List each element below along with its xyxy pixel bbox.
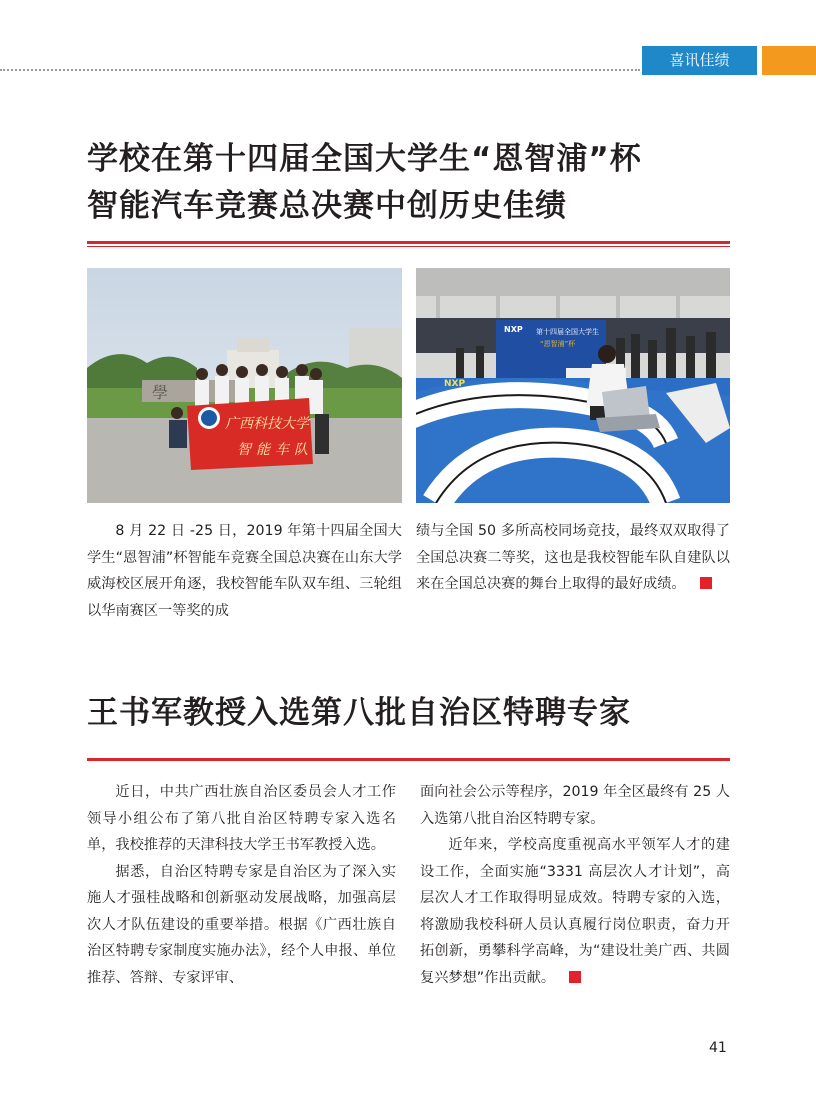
floor-logo-text: NXP [444,379,466,389]
article1-title-line1: 学校在第十四届全国大学生“恩智浦”杯 [87,141,642,177]
article1-column-left [87,518,402,624]
section-tag: 喜讯佳绩 [642,46,757,75]
article1-col2-text: 绩与全国 50 多所高校同场竞技，最终双双取得了全国总决赛二等奖，这也是我校智能车队自建队以来在全国总决赛的舞台上取得的最好成绩。 [416,523,730,592]
article1-col1-paragraph: 8 月 22 日 -25 日，2019 年第十四届全国大学生“恩智浦”杯智能车竞赛全国总决赛在山东大学威海校区展开角逐，我校智能车队双车组、三轮组以华南赛区一等奖的成 [87,523,402,619]
article1-title [87,136,642,230]
article1-col2-paragraph [416,518,730,598]
competition-photo [416,268,730,503]
article1-column-right [416,518,730,598]
backdrop-text-line1: 第十四届全国大学生 [536,328,599,336]
article1-title-rule-thin [87,246,730,247]
article2-col2-paragraph1: 面向社会公示等程序，2019 年全区最终有 25 人入选第八批自治区特聘专家。 [420,784,730,827]
backdrop-logo-text: NXP [504,325,523,334]
header-dotted-line [0,69,640,71]
page-number: 41 [709,1040,727,1056]
article2-title: 王书军教授入选第八批自治区特聘专家 [87,695,631,731]
backdrop-text-line2: “恩智浦”杯 [540,340,576,348]
article1-title-rule [87,241,730,244]
article2-column-left [87,779,396,991]
article2-col2-paragraph2 [420,832,730,991]
banner-text-line2: 智能车队 [237,442,313,458]
article2-col1-paragraph1: 近日，中共广西壮族自治区委员会人才工作领导小组公布了第八批自治区特聘专家入选名单，我校推荐的天津科技大学王书军教授入选。 [87,784,396,853]
article2-column-right [420,779,730,991]
team-photo [87,268,402,503]
competition-photo-image [416,268,730,503]
end-mark-icon [700,577,712,589]
section-tag-accent [762,46,816,75]
article2-col1-paragraph2: 据悉，自治区特聘专家是自治区为了深入实施人才强桂战略和创新驱动发展战略，加强高层次人才队伍建设的重要举措。根据《广西壮族自治区特聘专家制度实施办法》，经个人申报、单位推荐、答辩、专家评审、 [87,863,396,986]
article1-title-line2: 智能汽车竞赛总决赛中创历史佳绩 [87,188,567,224]
end-mark-icon [569,971,581,983]
article2-col2-text: 近年来，学校高度重视高水平领军人才的建设工作，全面实施“3331 高层次人才计划”，高层次人才工作取得明显成效。特聘专家的入选，将激励我校科研人员认真履行岗位职责，奋力开拓创新，勇攀科学高峰，为“建设壮美广西、共圆复兴梦想”作出贡献。 [420,837,730,986]
stone-sign-text: 學 [152,383,169,402]
article2-title-rule [87,758,730,761]
banner-text-line1: 广西科技大学 [225,416,309,432]
team-photo-image [87,268,402,503]
